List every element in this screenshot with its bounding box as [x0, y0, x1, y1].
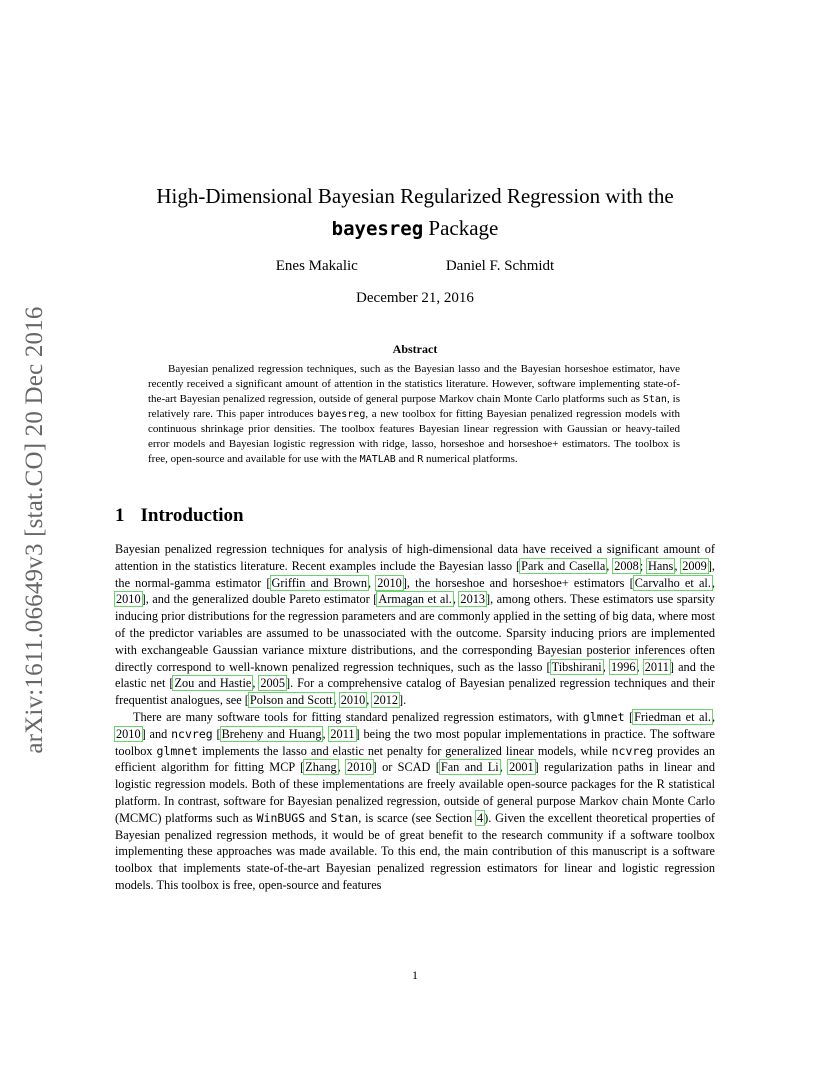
citation-link[interactable]: 2001 [509, 760, 534, 775]
citation-link[interactable]: 2011 [330, 726, 355, 741]
citation-link[interactable]: Tibshirani [551, 659, 602, 674]
citation-link[interactable]: Griffin and Brown [271, 575, 367, 590]
package-name: bayesreg [331, 218, 424, 240]
page-number: 1 [412, 968, 418, 982]
section-title: Introduction [140, 505, 244, 526]
citation-link[interactable]: 2008 [614, 558, 639, 573]
code-bayesreg: bayesreg [317, 409, 366, 420]
section-reference-link[interactable]: 4 [477, 810, 484, 825]
citation-link[interactable]: Zhang [305, 760, 337, 775]
title-line-2: bayesreg Package [331, 216, 499, 240]
publication-date: December 21, 2016 [356, 290, 474, 306]
citation-link[interactable]: Armagan et al. [378, 592, 452, 607]
citation-link[interactable]: Park and Casella [521, 558, 606, 573]
citation-link[interactable]: 2010 [340, 693, 366, 708]
code-stan: Stan [642, 394, 667, 405]
code-r: R [417, 454, 424, 465]
arxiv-sidebar-stamp [10, 280, 60, 780]
abstract-body: Bayesian penalized regression techniques, such as the Bayesian lasso and the Bayesian horseshoe estimator, have recently received a significant amount of attention in the statistics literature. However, software implementing state-of-the-art Bayesian penalized regression, outside of general purpose Markov chain Monte Carlo platforms such as Stan, is relatively rare. This paper introduces bayesreg, a new toolbox for fitting Bayesian penalized regression models with continuous shrinkage prior densities. The toolbox features Bayesian linear regression with Gaussian or heavy-tailed error models and Bayesian logistic regression with ridge, lasso, horseshoe and horseshoe+ estimators. The toolbox is free, open-source and available for use with the MATLAB and R numerical platforms. [148, 363, 680, 465]
paragraph-1: Bayesian penalized regression techniques for analysis of high-dimensional data have received a significant amount of attention in the statistics literature. Recent examples include the Bayesian lasso [Park and Casella, 2008; Hans, 2009], the normal-gamma estimator [Griffin and Brown, 2010], the horseshoe and horseshoe+ estimators [Carvalho et al., 2010], and the generalized double Pareto estimator [Armagan et al., 2013], among others. These estimators use sparsity inducing prior distributions for the regression parameters and are commonly applied in the setting of big data, where most of the predictor variables are assumed to be unassociated with the outcome. Sparsity inducing priors are implemented with exchangeable Gaussian variance mixture distributions, and the corresponding Bayesian posterior inferences often directly correspond to well-known penalized regression techniques, such as the lasso [Tibshirani, 1996, 2011] and the elastic net [Zou and Hastie, 2005]. For a comprehensive catalog of Bayesian penalized regression techniques and their frequentist analogues, see [Polson and Scott, 2010, 2012]. [115, 542, 716, 708]
citation-link[interactable]: Hans [648, 558, 674, 573]
section-heading-introduction [115, 505, 260, 527]
citation-link[interactable]: Polson and Scott [249, 693, 333, 708]
code-ncvreg: ncvreg [171, 726, 213, 741]
citation-link[interactable]: Friedman et al. [634, 709, 711, 724]
citation-link[interactable]: 2010 [116, 726, 141, 741]
citation-link[interactable]: 1996 [610, 659, 636, 674]
citation-link[interactable]: 2013 [460, 592, 486, 607]
citation-link[interactable]: 2010 [116, 592, 141, 607]
code-ncvreg: ncvreg [611, 743, 654, 758]
citation-link[interactable]: Zou and Hastie [174, 676, 252, 691]
citation-link[interactable]: 2012 [373, 693, 399, 708]
code-glmnet: glmnet [156, 743, 199, 758]
arxiv-identifier: arXiv:1611.06649v3 [stat.CO] 20 Dec 2016 [21, 306, 48, 754]
citation-link[interactable]: 2005 [260, 676, 285, 691]
citation-link[interactable]: Fan and Li [440, 760, 499, 775]
code-glmnet: glmnet [582, 709, 625, 724]
author-1: Enes Makalic [275, 258, 358, 274]
title-line-1: High-Dimensional Bayesian Regularized Regression with the [156, 184, 674, 208]
code-stan: Stan [330, 810, 359, 825]
code-winbugs: WinBUGS [256, 810, 306, 825]
paper-title [115, 180, 715, 245]
introduction-body [115, 541, 715, 894]
paragraph-2: There are many software tools for fitting standard penalized regression estimators, with glmnet [Friedman et al., 2010] and ncvreg [Breheny and Huang, 2011] being the two most popular implementations in practice. The software toolbox glmnet implements the lasso and elastic net penalty for generalized linear models, while ncvreg provides an efficient algorithm for fitting MCP [Zhang, 2010] or SCAD [Fan and Li, 2001] regularization paths in linear and logistic regression models. Both of these implementations are freely available open-source packages for the R statistical platform. In contrast, software for Bayesian penalized regression, outside of general purpose Markov chain Monte Carlo (MCMC) platforms such as WinBUGS and Stan, is scarce (see Section 4). Given the excellent theoretical properties of Bayesian penalized regression methods, it would be of great benefit to the research community if a software toolbox implementing these approaches was made available. To this end, the main contribution of this manuscript is a software toolbox that implements state-of-the-art Bayesian penalized regression estimators for linear and logistic regression models. This toolbox is free, open-source and features [115, 709, 716, 892]
citation-link[interactable]: Breheny and Huang [221, 726, 322, 741]
citation-link[interactable]: 2011 [644, 659, 669, 674]
code-matlab: MATLAB [359, 454, 396, 465]
citation-link[interactable]: 2009 [682, 558, 707, 573]
author-2: Daniel F. Schmidt [445, 258, 555, 274]
citation-link[interactable]: Carvalho et al. [634, 575, 711, 590]
abstract-heading: Abstract [392, 342, 438, 356]
citation-link[interactable]: 2010 [377, 575, 402, 590]
author-list [115, 258, 715, 275]
section-number: 1 [115, 505, 125, 526]
citation-link[interactable]: 2010 [347, 760, 372, 775]
